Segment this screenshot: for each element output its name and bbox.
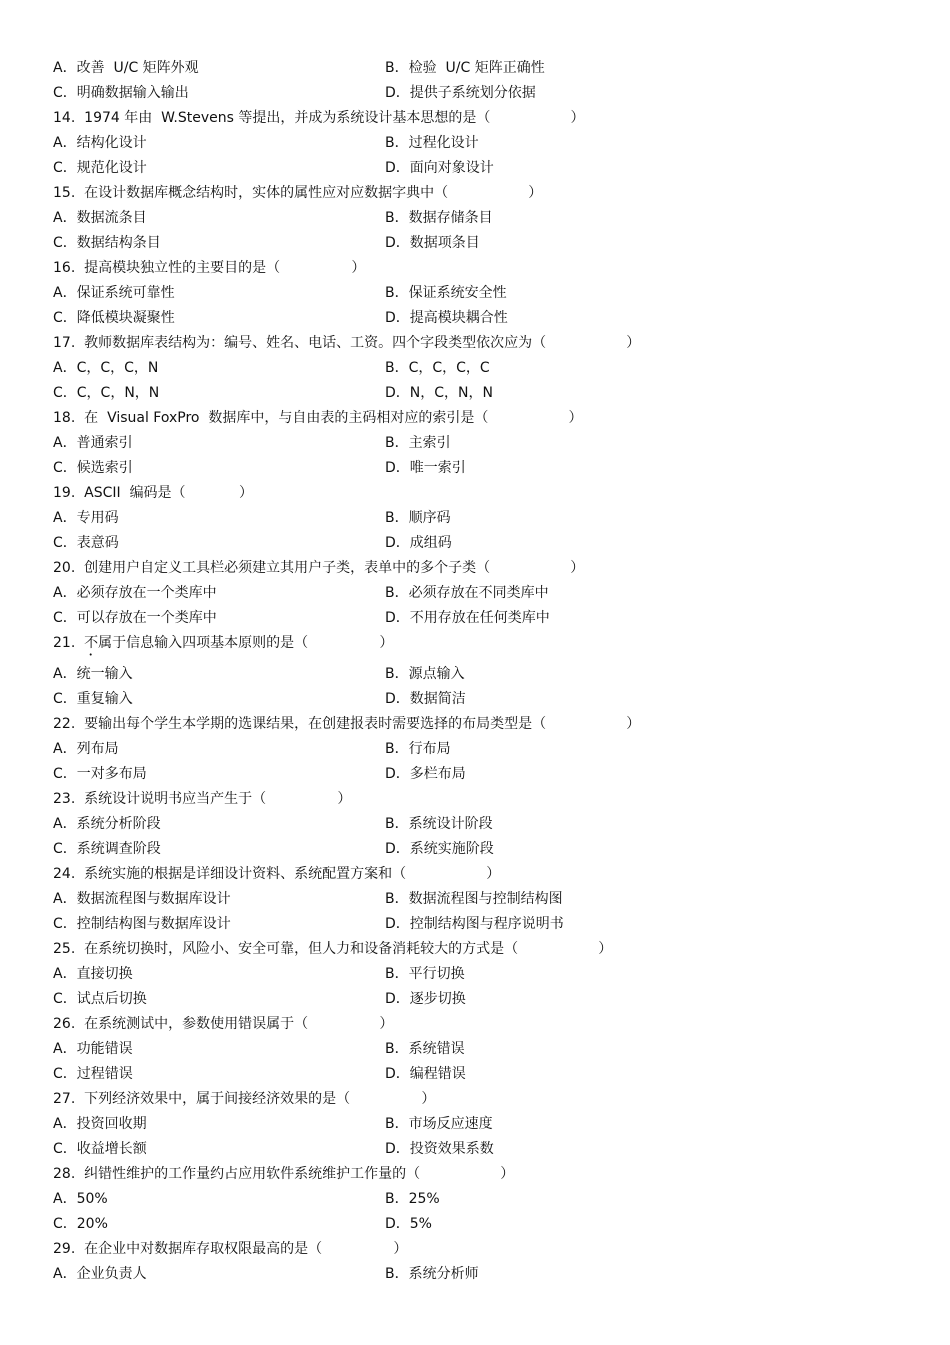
question-row	[0, 481, 950, 506]
option-row	[0, 81, 950, 106]
option-row	[0, 837, 950, 862]
question-row	[0, 556, 950, 581]
option-row	[0, 206, 950, 231]
question-text	[53, 631, 393, 659]
option-row	[0, 581, 950, 606]
option-row	[0, 1212, 950, 1237]
option-left: C．降低模块凝聚性	[53, 310, 175, 326]
option-left: A．保证系统可靠性	[53, 285, 175, 301]
option-left: A．必须存放在一个类库中	[53, 585, 217, 601]
option-left: C．候选索引	[53, 460, 133, 476]
option-row	[0, 231, 950, 256]
option-row	[0, 687, 950, 712]
emphasis-word: 不	[84, 635, 99, 651]
question-row	[0, 712, 950, 737]
question-row	[0, 1237, 950, 1262]
option-row	[0, 56, 950, 81]
option-row	[0, 381, 950, 406]
option-right: B．主索引	[385, 435, 451, 451]
option-left: A．直接切换	[53, 966, 133, 982]
option-row	[0, 912, 950, 937]
question-row	[0, 787, 950, 812]
question-text: 19. ASCII 编码是（ ）	[53, 485, 253, 501]
option-right: D．控制结构图与程序说明书	[385, 916, 564, 932]
option-row	[0, 987, 950, 1012]
question-row	[0, 1087, 950, 1112]
question-row	[0, 862, 950, 887]
question-text: 14. 1974 年由 W.Stevens 等提出，并成为系统设计基本思想的是（ ）	[53, 110, 585, 126]
question-text: 28. 纠错性维护的工作量约占应用软件系统维护工作量的（ ）	[53, 1166, 515, 1182]
question-text: 20. 创建用户自定义工具栏必须建立其用户子类，表单中的多个子类（ ）	[53, 560, 585, 576]
option-left: C．过程错误	[53, 1066, 133, 1082]
option-right: D．投资效果系数	[385, 1141, 494, 1157]
question-text: 22. 要输出每个学生本学期的选课结果，在创建报表时需要选择的布局类型是（ ）	[53, 716, 641, 732]
question-row	[0, 1162, 950, 1187]
option-row	[0, 606, 950, 631]
question-row	[0, 631, 950, 662]
question-stem: 属于信息输入四项基本原则的是（ ）	[98, 635, 394, 651]
option-right: D．5%	[385, 1216, 432, 1232]
option-right: B．必须存放在不同类库中	[385, 585, 549, 601]
option-left: C．控制结构图与数据库设计	[53, 916, 231, 932]
option-right: B．C，C，C，C	[385, 360, 490, 376]
option-right: D．数据简洁	[385, 691, 466, 707]
question-text: 26. 在系统测试中，参数使用错误属于（ ）	[53, 1016, 394, 1032]
option-right: B．数据流程图与控制结构图	[385, 891, 563, 907]
option-left: A．统一输入	[53, 666, 133, 682]
option-right: D．逐步切换	[385, 991, 466, 1007]
option-left: A．系统分析阶段	[53, 816, 161, 832]
option-row	[0, 1062, 950, 1087]
option-left: C．重复输入	[53, 691, 133, 707]
option-row	[0, 156, 950, 181]
option-right: B．保证系统安全性	[385, 285, 507, 301]
option-left: A．数据流程图与数据库设计	[53, 891, 231, 907]
option-left: A．数据流条目	[53, 210, 147, 226]
question-text: 23. 系统设计说明书应当产生于（ ）	[53, 791, 352, 807]
question-row	[0, 181, 950, 206]
option-left: C．C，C，N，N	[53, 385, 160, 401]
option-right: B．源点输入	[385, 666, 465, 682]
option-right: D．不用存放在任何类库中	[385, 610, 550, 626]
option-right: D．面向对象设计	[385, 160, 494, 176]
option-right: B．平行切换	[385, 966, 465, 982]
option-left: C．明确数据输入输出	[53, 85, 189, 101]
option-row	[0, 506, 950, 531]
option-row	[0, 1112, 950, 1137]
question-row	[0, 331, 950, 356]
option-left: C．表意码	[53, 535, 119, 551]
option-left: C．可以存放在一个类库中	[53, 610, 217, 626]
option-right: B．市场反应速度	[385, 1116, 493, 1132]
question-row	[0, 937, 950, 962]
question-text: 18. 在 Visual FoxPro 数据库中，与自由表的主码相对应的索引是（ ）	[53, 410, 583, 426]
option-row	[0, 131, 950, 156]
option-right: B．过程化设计	[385, 135, 479, 151]
option-left: A．50%	[53, 1191, 108, 1207]
option-right: B．行布局	[385, 741, 451, 757]
option-left: C．规范化设计	[53, 160, 147, 176]
question-text: 25. 在系统切换时，风险小、安全可靠，但人力和设备消耗较大的方式是（ ）	[53, 941, 613, 957]
question-text: 16. 提高模块独立性的主要目的是（ ）	[53, 260, 366, 276]
option-left: C．一对多布局	[53, 766, 147, 782]
option-row	[0, 737, 950, 762]
question-row	[0, 1012, 950, 1037]
option-row	[0, 456, 950, 481]
option-left: A．C，C，C，N	[53, 360, 159, 376]
question-text: 24. 系统实施的根据是详细设计资料、系统配置方案和（ ）	[53, 866, 501, 882]
question-text: 27. 下列经济效果中，属于间接经济效果的是（ ）	[53, 1091, 436, 1107]
question-text: 29. 在企业中对数据库存取权限最高的是（ ）	[53, 1241, 408, 1257]
exam-page	[0, 56, 950, 1287]
option-row	[0, 281, 950, 306]
option-left: A．普通索引	[53, 435, 133, 451]
option-right: D．N，C，N，N	[385, 385, 493, 401]
option-row	[0, 1037, 950, 1062]
option-row	[0, 762, 950, 787]
option-left: A．专用码	[53, 510, 119, 526]
option-left: C．系统调查阶段	[53, 841, 161, 857]
question-row	[0, 106, 950, 131]
option-left: A．结构化设计	[53, 135, 147, 151]
option-right: B．25%	[385, 1191, 440, 1207]
option-row	[0, 887, 950, 912]
option-right: B．顺序码	[385, 510, 451, 526]
option-left: A．投资回收期	[53, 1116, 147, 1132]
option-row	[0, 306, 950, 331]
option-right: B．系统分析师	[385, 1266, 479, 1282]
option-right: B．系统设计阶段	[385, 816, 493, 832]
option-left: A．功能错误	[53, 1041, 133, 1057]
option-left: C．试点后切换	[53, 991, 147, 1007]
question-text: 17. 教师数据库表结构为：编号、姓名、电话、工资。四个字段类型依次应为（ ）	[53, 335, 641, 351]
question-number: 21.	[53, 635, 85, 651]
option-right: B．数据存储条目	[385, 210, 493, 226]
option-row	[0, 662, 950, 687]
option-left: C．20%	[53, 1216, 108, 1232]
option-left: A．改善 U/C 矩阵外观	[53, 60, 199, 76]
option-right: D．多栏布局	[385, 766, 466, 782]
option-row	[0, 431, 950, 456]
option-row	[0, 531, 950, 556]
option-row	[0, 962, 950, 987]
option-right: D．系统实施阶段	[385, 841, 494, 857]
option-row	[0, 1137, 950, 1162]
option-right: D．成组码	[385, 535, 452, 551]
option-right: D．唯一索引	[385, 460, 466, 476]
option-left: C．收益增长额	[53, 1141, 147, 1157]
question-row	[0, 256, 950, 281]
question-text: 15. 在设计数据库概念结构时，实体的属性应对应数据字典中（ ）	[53, 185, 543, 201]
option-row	[0, 1262, 950, 1287]
option-right: B．系统错误	[385, 1041, 465, 1057]
option-row	[0, 1187, 950, 1212]
option-left: A．列布局	[53, 741, 119, 757]
option-right: D．编程错误	[385, 1066, 466, 1082]
option-right: B．检验 U/C 矩阵正确性	[385, 60, 545, 76]
option-right: D．提供子系统划分依据	[385, 85, 536, 101]
option-left: C．数据结构条目	[53, 235, 161, 251]
option-left: A．企业负责人	[53, 1266, 147, 1282]
question-row	[0, 406, 950, 431]
option-row	[0, 812, 950, 837]
option-row	[0, 356, 950, 381]
option-right: D．提高模块耦合性	[385, 310, 508, 326]
option-right: D．数据项条目	[385, 235, 480, 251]
